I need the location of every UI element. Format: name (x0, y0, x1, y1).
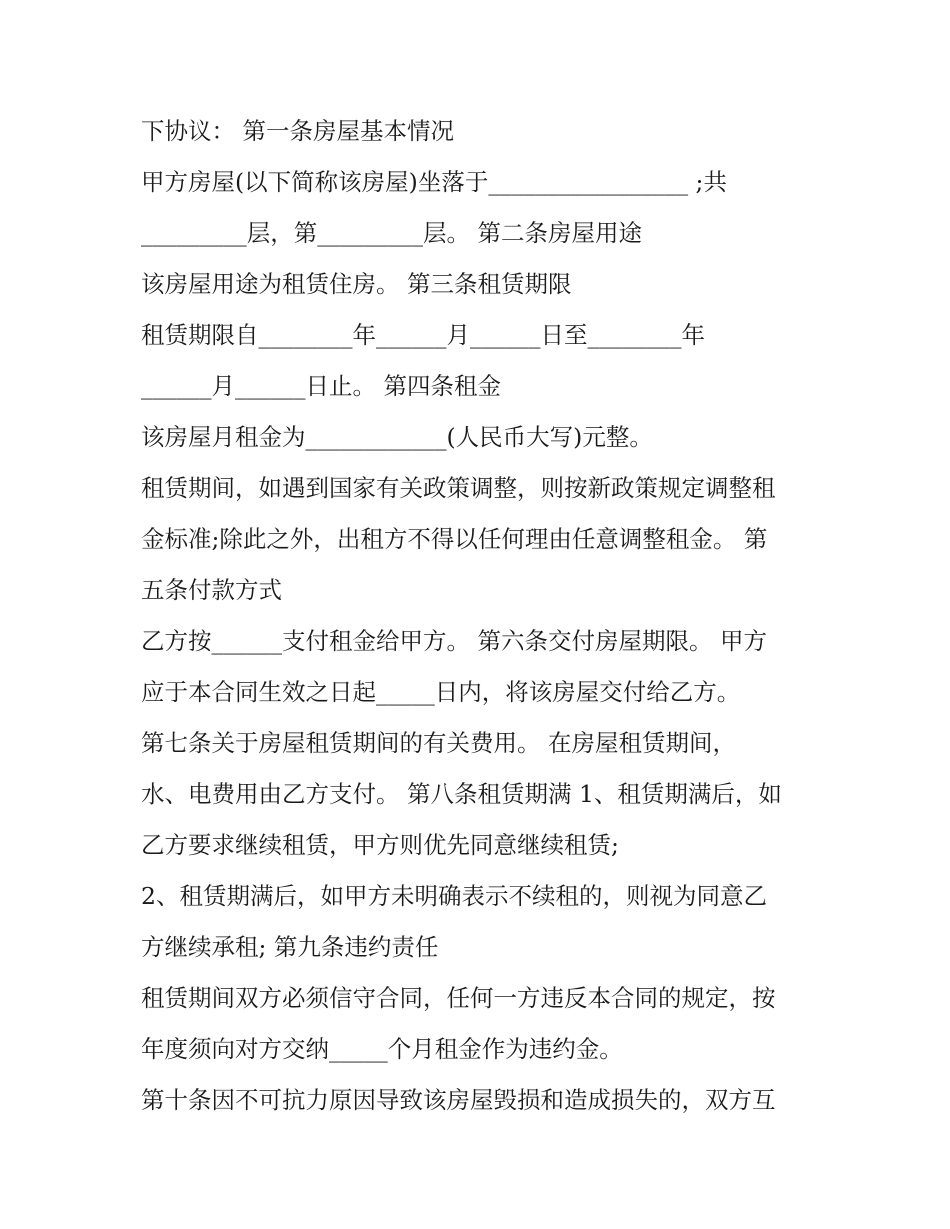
text-line-17: 方继续承租; 第九条违约责任 (141, 933, 439, 961)
text-line-15: 乙方要求继续租赁，甲方则优先同意继续租赁; (141, 831, 619, 859)
text-line-5: 租赁期限自________年______月______日至________年 (141, 321, 705, 349)
text-line-3: _________层，第_________层。 第二条房屋用途 (141, 219, 642, 247)
text-line-9: 金标准;除此之外，出租方不得以任何理由任意调整租金。 第 (141, 525, 768, 553)
text-line-20: 第十条因不可抗力原因导致该房屋毁损和造成损失的，双方互 (141, 1086, 776, 1114)
text-line-1: 下协议： 第一条房屋基本情况 (141, 117, 454, 145)
text-line-2: 甲方房屋(以下简称该房屋)坐落于_________________ ;共 (141, 168, 727, 196)
text-line-10: 五条付款方式 (141, 576, 282, 604)
text-line-16: 2、租赁期满后，如甲方未明确表示不续租的，则视为同意乙 (141, 882, 767, 910)
text-line-13: 第七条关于房屋租赁期间的有关费用。 在房屋租赁期间， (141, 729, 736, 757)
text-line-11: 乙方按______支付租金给甲方。 第六条交付房屋期限。 甲方 (141, 627, 767, 655)
text-line-6: ______月______日止。 第四条租金 (141, 372, 501, 400)
text-line-4: 该房屋用途为租赁住房。 第三条租赁期限 (141, 270, 572, 298)
text-line-18: 租赁期间双方必须信守合同，任何一方违反本合同的规定，按 (141, 984, 776, 1012)
text-line-12: 应于本合同生效之日起_____日内，将该房屋交付给乙方。 (141, 678, 741, 706)
text-line-8: 租赁期间，如遇到国家有关政策调整，则按新政策规定调整租 (141, 474, 776, 502)
contract-body (141, 106, 841, 1126)
text-line-7: 该房屋月租金为____________(人民币大写)元整。 (141, 423, 653, 451)
text-line-14: 水、电费用由乙方支付。 第八条租赁期满 1、租赁期满后，如 (141, 780, 782, 808)
text-line-19: 年度须向对方交纳_____个月租金作为违约金。 (141, 1035, 623, 1063)
